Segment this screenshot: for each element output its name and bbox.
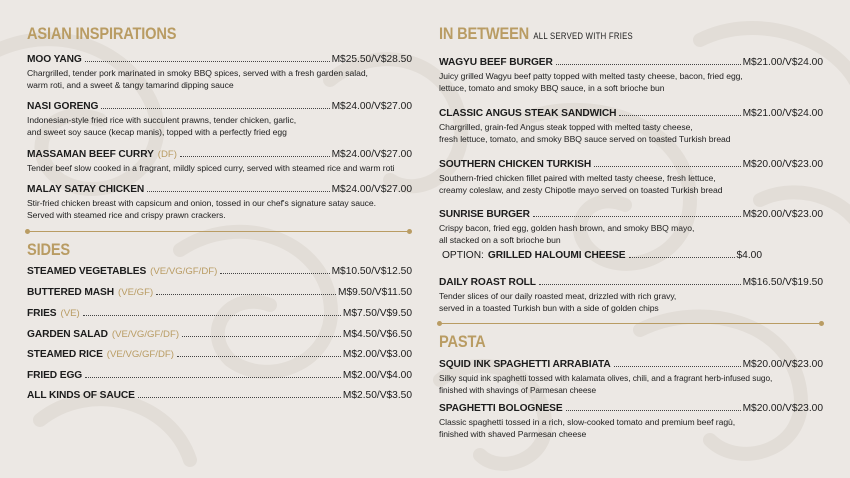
dietary-tag: (VE/VG/GF/DF): [106, 349, 174, 360]
section-divider: [439, 323, 822, 324]
menu-item: [27, 308, 412, 321]
item-price: M$2.50/V$3.50: [342, 390, 412, 401]
in-between-subtitle: ALL SERVED WITH FRIES: [533, 31, 633, 41]
item-description: Chargrilled, tender pork marinated in smoky BBQ spices, served with a fresh garden salad,: [27, 68, 368, 78]
dot-leader: [533, 216, 741, 217]
asian-section-title: ASIAN INSPIRATIONS: [27, 24, 177, 43]
item-price: M$24.00/V$27.00: [331, 184, 412, 195]
item-name: WAGYU BEEF BURGER: [439, 57, 553, 68]
dot-leader: [156, 294, 336, 295]
item-description: Classic spaghetti tossed in a rich, slow-cooked tomato and premium beef ragù,: [439, 417, 736, 427]
item-price: M$4.50/V$6.50: [342, 329, 412, 340]
item-price: M$20.00/V$23.00: [742, 209, 823, 220]
menu-item: [27, 370, 412, 383]
menu-item: [439, 277, 823, 314]
dot-leader: [85, 377, 341, 378]
item-description: warm roti, and a sweet & tangy tamarind dipping sauce: [27, 80, 234, 91]
item-price: M$21.00/V$24.00: [742, 108, 823, 119]
item-price: M$24.00/V$27.00: [331, 149, 412, 160]
item-price: M$20.00/V$23.00: [742, 403, 823, 414]
item-description: Indonesian-style fried rice with succulent prawns, tender chicken, garlic,: [27, 115, 297, 125]
item-name: SPAGHETTI BOLOGNESE: [439, 403, 563, 414]
dot-leader: [566, 410, 741, 411]
menu-item: [439, 108, 823, 145]
item-price: M$20.00/V$23.00: [742, 359, 823, 370]
item-description: all stacked on a soft brioche bun: [439, 235, 561, 246]
menu-item: [27, 149, 412, 174]
item-name: MASSAMAN BEEF CURRY: [27, 149, 154, 160]
dot-leader: [556, 64, 741, 65]
item-price: M$2.00/V$3.00: [342, 349, 412, 360]
item-name: CLASSIC ANGUS STEAK SANDWICH: [439, 108, 617, 119]
item-price: M$21.00/V$24.00: [742, 57, 823, 68]
item-description: and sweet soy sauce (kecap manis), topped with a perfectly fried egg: [27, 127, 287, 138]
option-row: [442, 250, 762, 263]
dot-leader: [182, 336, 341, 337]
menu-item: [439, 359, 823, 396]
item-price: M$24.00/V$27.00: [331, 101, 412, 112]
item-description: Southern-fried chicken fillet paired with melted tasty cheese, fresh lettuce,: [439, 173, 716, 183]
section-divider: [27, 231, 410, 232]
item-price: M$7.50/V$9.50: [342, 308, 412, 319]
option-label: OPTION:: [442, 250, 484, 261]
menu-item: [27, 287, 412, 300]
item-name: MOO YANG: [27, 54, 82, 65]
menu-item: [439, 159, 823, 196]
dot-leader: [180, 156, 330, 157]
dot-leader: [138, 397, 341, 398]
menu-item: [439, 57, 823, 94]
item-price: M$9.50/V$11.50: [337, 287, 412, 298]
dietary-tag: (VE): [60, 308, 80, 319]
item-price: M$16.50/V$19.50: [742, 277, 823, 288]
item-description: Stir-fried chicken breast with capsicum and onion, tossed in our chef's signature satay sauce.: [27, 198, 376, 208]
dot-leader: [147, 191, 329, 192]
item-name: NASI GORENG: [27, 101, 99, 112]
menu-item: [27, 184, 412, 221]
item-name: FRIED EGG: [27, 370, 83, 381]
in-between-title-text: IN BETWEEN: [439, 24, 530, 43]
item-name: SUNRISE BURGER: [439, 209, 530, 220]
menu-item: [27, 349, 412, 362]
dot-leader: [629, 257, 735, 258]
item-price: M$2.00/V$4.00: [342, 370, 412, 381]
menu-item: [27, 329, 412, 342]
item-description: finished with shavings of Parmesan cheese: [439, 385, 597, 396]
dietary-tag: (VE/VG/GF/DF): [111, 329, 180, 340]
dot-leader: [539, 284, 741, 285]
menu-item: [439, 403, 823, 440]
item-name: SQUID INK SPAGHETTI ARRABIATA: [439, 359, 611, 370]
dietary-tag: (VE/GF): [118, 287, 154, 298]
option-name: GRILLED HALOUMI CHEESE: [487, 250, 626, 261]
item-description: Silky squid ink spaghetti tossed with kalamata olives, chili, and a fragrant herb-infused sugo,: [439, 373, 773, 383]
item-name: DAILY ROAST ROLL: [439, 277, 536, 288]
dietary-tag: (VE/VG/GF/DF): [150, 266, 218, 277]
item-description: Crispy bacon, fried egg, golden hash brown, and smoky BBQ mayo,: [439, 223, 695, 233]
menu-item: [27, 54, 412, 91]
item-price: M$20.00/V$23.00: [742, 159, 823, 170]
item-description: Juicy grilled Wagyu beef patty topped with melted tasty cheese, bacon, fried egg,: [439, 71, 743, 81]
dot-leader: [85, 61, 330, 62]
dot-leader: [619, 115, 740, 116]
dot-leader: [83, 315, 341, 316]
dot-leader: [614, 366, 741, 367]
item-description: finished with shaved Parmesan cheese: [439, 429, 587, 440]
dot-leader: [220, 273, 329, 274]
item-description: served in a toasted Turkish bun with a side of golden chips: [439, 303, 659, 314]
menu-item: [27, 101, 412, 138]
option-price: $4.00: [736, 250, 762, 261]
item-name: STEAMED RICE: [27, 349, 103, 360]
item-description: Served with steamed rice and crispy prawn crackers.: [27, 210, 226, 221]
in-between-section-title: [439, 24, 633, 44]
item-price: M$25.50/V$28.50: [331, 54, 412, 65]
item-description: creamy coleslaw, and zesty Chipotle mayo served on toasted Turkish bread: [439, 185, 723, 196]
item-name: STEAMED VEGETABLES: [27, 266, 147, 277]
dot-leader: [594, 166, 740, 167]
item-description: fresh lettuce, tomato, and smoky BBQ sauce served on toasted Turkish bread: [439, 134, 731, 145]
menu-item: [439, 209, 823, 246]
item-name: BUTTERED MASH: [27, 287, 114, 298]
dietary-tag: (DF): [157, 149, 177, 160]
item-description: Chargrilled, grain-fed Angus steak topped with melted tasty cheese,: [439, 122, 693, 132]
item-name: MALAY SATAY CHICKEN: [27, 184, 145, 195]
item-name: GARDEN SALAD: [27, 329, 108, 340]
pasta-section-title: PASTA: [439, 332, 486, 351]
item-name: SOUTHERN CHICKEN TURKISH: [439, 159, 592, 170]
menu-item: [27, 390, 412, 403]
dot-leader: [101, 108, 329, 109]
dot-leader: [177, 356, 341, 357]
item-price: M$10.50/V$12.50: [331, 266, 412, 277]
sides-section-title: SIDES: [27, 240, 71, 259]
item-description: lettuce, tomato and smoky BBQ sauce, in a soft brioche bun: [439, 83, 665, 94]
menu-item: [27, 266, 412, 279]
item-name: ALL KINDS OF SAUCE: [27, 390, 135, 401]
item-name: FRIES: [27, 308, 57, 319]
item-description: Tender slices of our daily roasted meat, drizzled with rich gravy,: [439, 291, 677, 301]
item-description: Tender beef slow cooked in a fragrant, mildly spiced curry, served with steamed rice and warm roti: [27, 163, 395, 173]
